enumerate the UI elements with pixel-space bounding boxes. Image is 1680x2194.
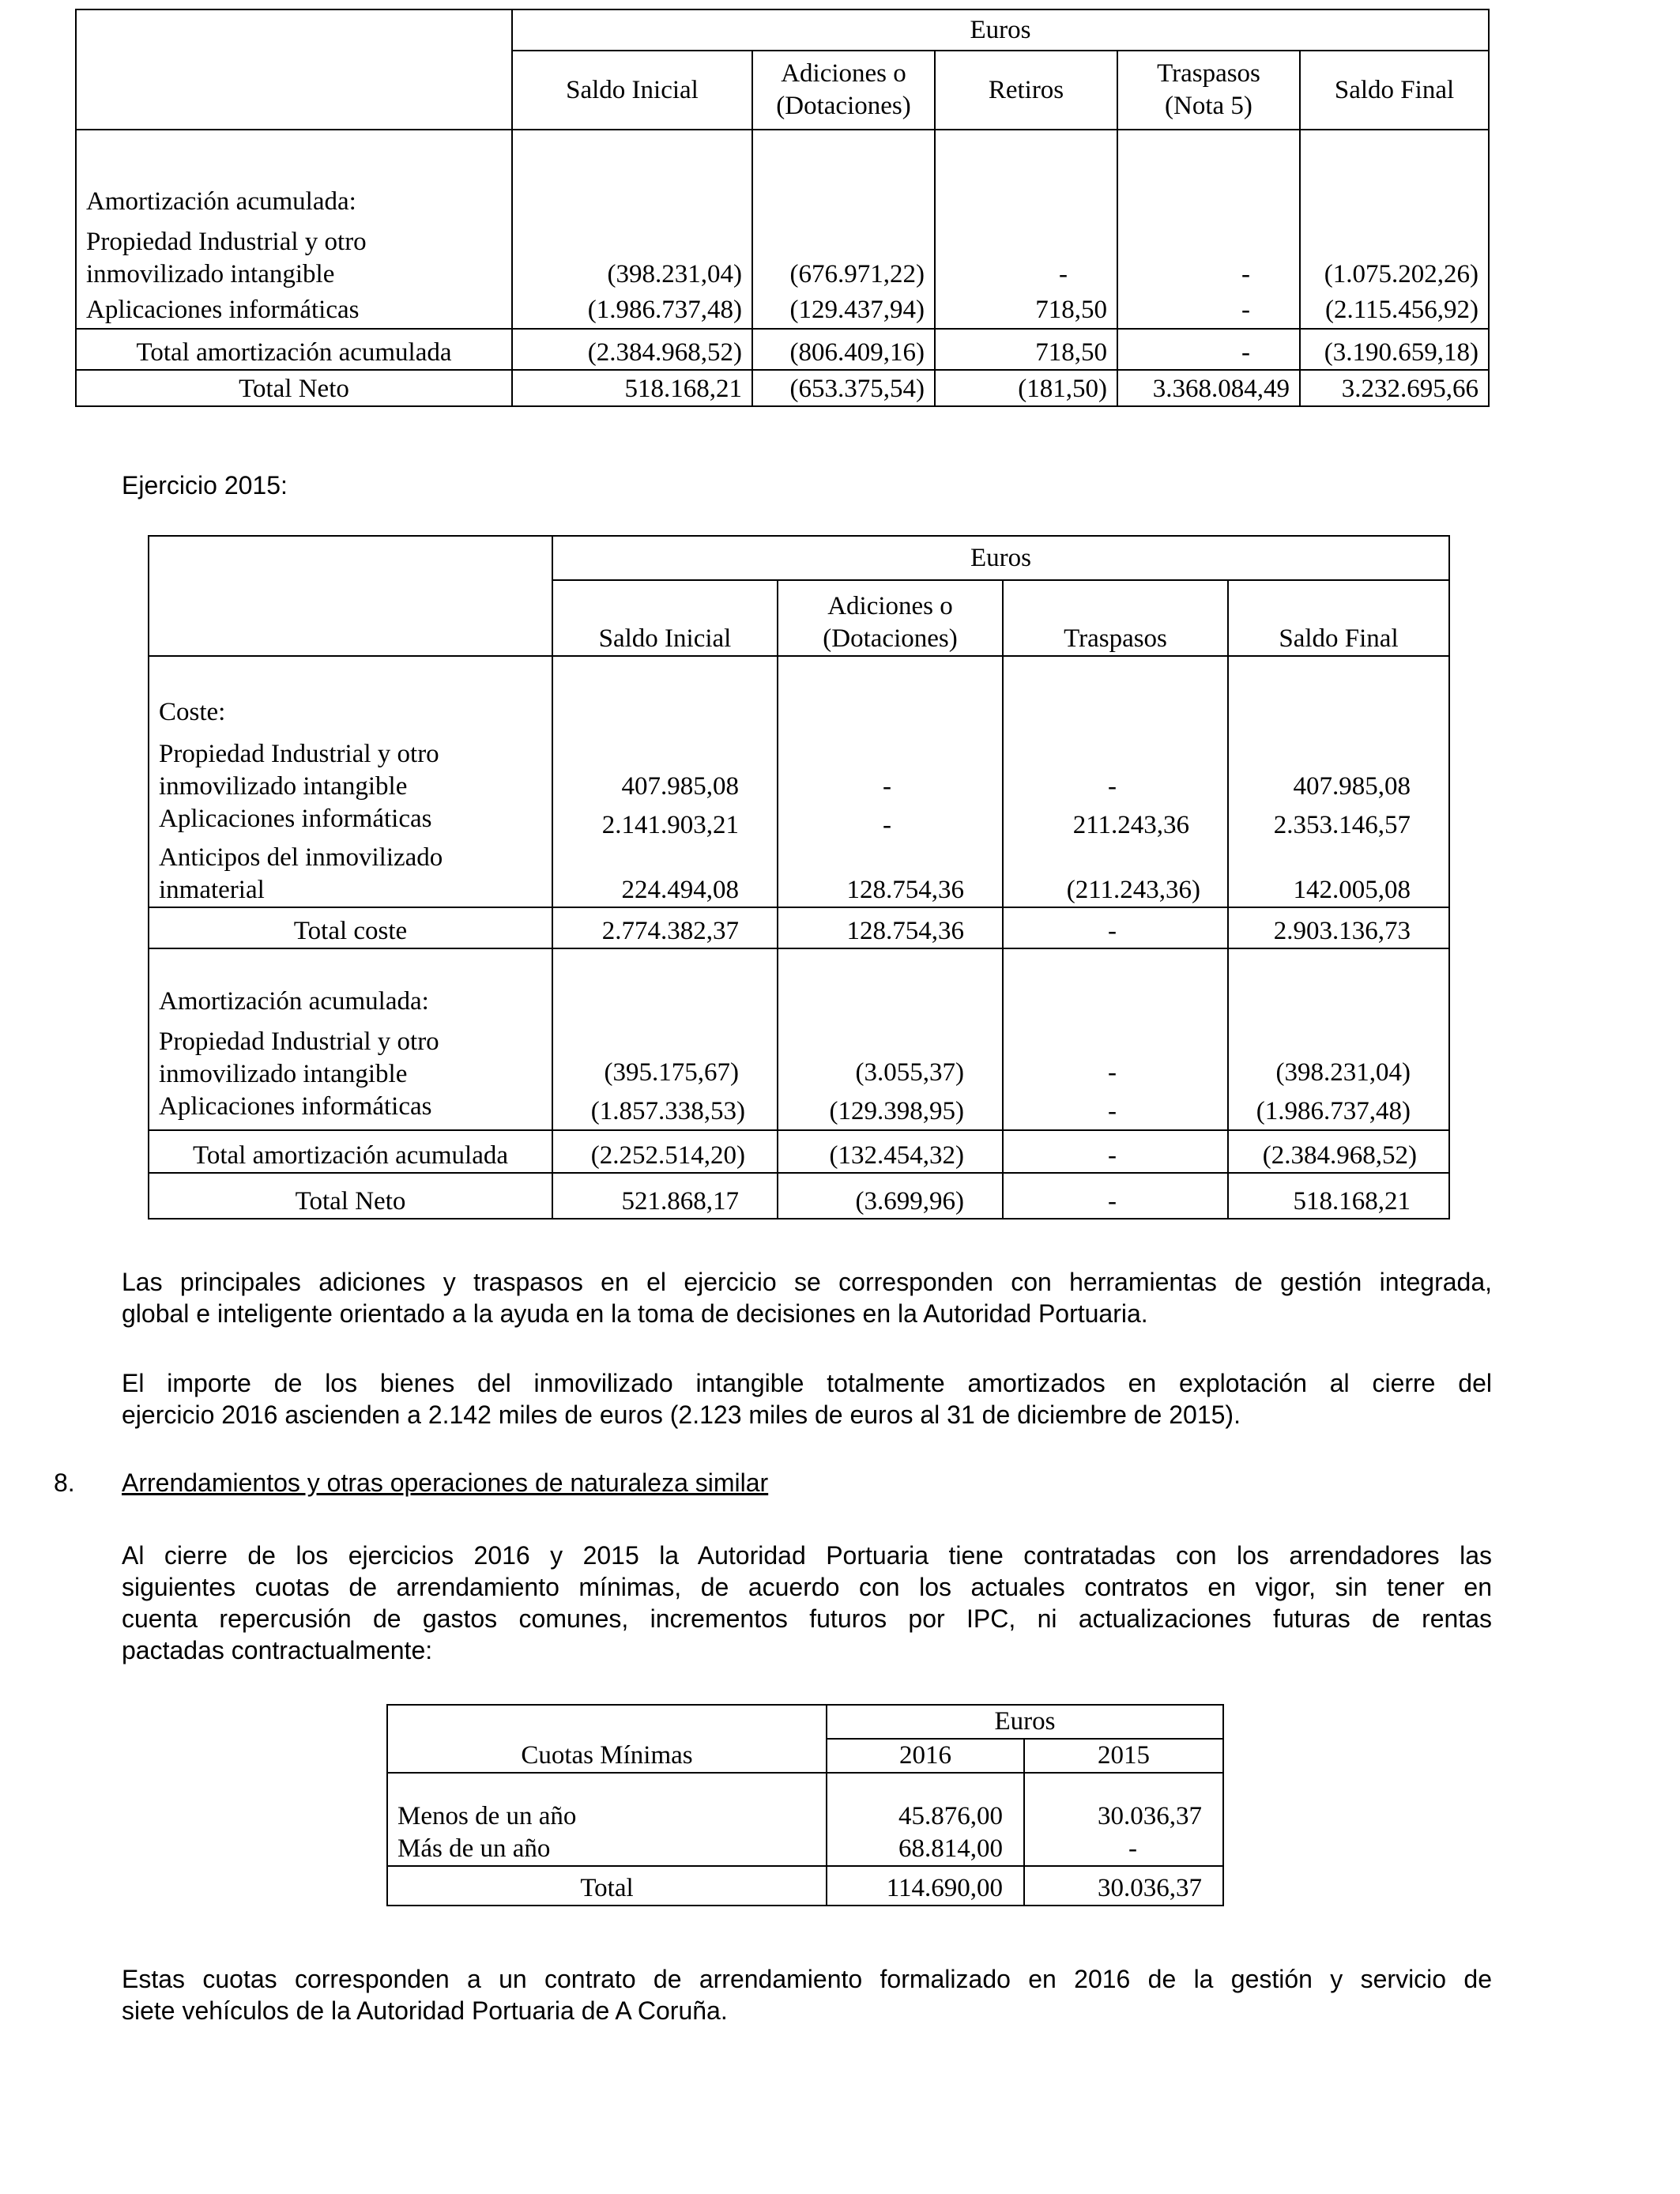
- col3-2016: 2016: [827, 1739, 1024, 1773]
- cuotas-total-label: Total: [387, 1866, 827, 1906]
- total-neto2-label: Total Neto: [149, 1173, 552, 1219]
- col2-traspasos: Traspasos: [1003, 580, 1228, 656]
- values-saldo-final: (1.075.202,26) (2.115.456,92): [1300, 130, 1489, 329]
- amort-adiciones: (3.055,37) (129.398,95): [778, 948, 1003, 1130]
- col-saldo-inicial: Saldo Inicial: [512, 51, 752, 130]
- table-inmovilizado-2015: [148, 535, 1450, 1220]
- amort-saldo-final: (398.231,04) (1.986.737,48): [1228, 948, 1449, 1130]
- total-coste-saldo-final: 2.903.136,73: [1228, 907, 1449, 948]
- paragraph-cierre: Al cierre de los ejercicios 2016 y 2015 la Autoridad Portuaria tiene contratadas con los arrendadores las siguientes cuotas de arrendamiento mínimas, de acuerdo con los actuales contratos en vigor, sin tener en cuenta repercusión de gastos comunes, incrementos futuros por IPC, ni actualizaciones futuras de rentas pactadas contractualmente:: [122, 1541, 1492, 1664]
- total-neto-traspasos: 3.368.084,49: [1117, 370, 1300, 406]
- amort-saldo-inicial: (395.175,67) (1.857.338,53): [552, 948, 778, 1130]
- coste-traspasos: - 211.243,36 (211.243,36): [1003, 656, 1228, 907]
- total-coste-adiciones: 128.754,36: [778, 907, 1003, 948]
- total-amortizacion-label: Total amortización acumulada: [76, 329, 512, 370]
- values-traspasos: - -: [1117, 130, 1300, 329]
- coste-saldo-final: 407.985,08 2.353.146,57 142.005,08: [1228, 656, 1449, 907]
- values-adiciones: (676.971,22) (129.437,94): [752, 130, 935, 329]
- table-header-empty: [76, 9, 512, 130]
- total-neto2-traspasos: -: [1003, 1173, 1228, 1219]
- col-saldo-final: Saldo Final: [1300, 51, 1489, 130]
- cuotas-2016: 45.876,00 68.814,00: [827, 1773, 1024, 1866]
- amort-section-label: Amortización acumulada:: [159, 987, 429, 1016]
- total-neto-saldo-final: 3.232.695,66: [1300, 370, 1489, 406]
- cuotas-2015: 30.036,37 -: [1024, 1773, 1223, 1866]
- col2-saldo-inicial: Saldo Inicial: [552, 580, 778, 656]
- euros-header: Euros: [512, 9, 1489, 51]
- paragraph-importe: El importe de los bienes del inmovilizado intangible totalmente amortizados en explotación al cierre del ejercicio 2016 ascienden a 2.142 miles de euros (2.123 miles de euros al 31 de diciembre de 2015).: [122, 1369, 1492, 1429]
- cuotas-total-2015: 30.036,37: [1024, 1866, 1223, 1906]
- total-amort2-label: Total amortización acumulada: [149, 1130, 552, 1173]
- paragraph-adiciones: Las principales adiciones y traspasos en el ejercicio se corresponden con herramientas de gestión integrada, global e inteligente orientado a la ayuda en la toma de decisiones en la Autoridad Portuaria.: [122, 1268, 1492, 1328]
- total-neto-adiciones: (653.375,54): [752, 370, 935, 406]
- col-retiros: Retiros: [935, 51, 1117, 130]
- row-labels: Amortización acumulada: Propiedad Industrial y otro inmovilizado intangible Aplicaciones informáticas: [76, 130, 512, 329]
- col-traspasos: Traspasos (Nota 5): [1117, 51, 1300, 130]
- total-amort2-traspasos: -: [1003, 1130, 1228, 1173]
- total-neto2-saldo-final: 518.168,21: [1228, 1173, 1449, 1219]
- total-neto-label: Total Neto: [76, 370, 512, 406]
- coste-section-label: Coste:: [159, 698, 226, 726]
- col-adiciones: Adiciones o (Dotaciones): [752, 51, 935, 130]
- col2-adiciones: Adiciones o (Dotaciones): [778, 580, 1003, 656]
- euros-header-3: Euros: [827, 1705, 1223, 1739]
- table-amortizacion-2016: [75, 9, 1490, 407]
- total-amort2-saldo-final: (2.384.968,52): [1228, 1130, 1449, 1173]
- cuotas-labels: Menos de un año Más de un año: [387, 1773, 827, 1866]
- section-title: Arrendamientos y otras operaciones de naturaleza similar: [122, 1468, 769, 1497]
- coste-labels: Coste: Propiedad Industrial y otro inmovilizado intangible Aplicaciones informáticas Anticipos del inmovilizado inmaterial: [149, 656, 552, 907]
- total-neto2-saldo-inicial: 521.868,17: [552, 1173, 778, 1219]
- total-amort-saldo-final: (3.190.659,18): [1300, 329, 1489, 370]
- coste-saldo-inicial: 407.985,08 2.141.903,21 224.494,08: [552, 656, 778, 907]
- amort-labels: Amortización acumulada: Propiedad Industrial y otro inmovilizado intangible Aplicaciones informáticas: [149, 948, 552, 1130]
- values-saldo-inicial: (398.231,04) (1.986.737,48): [512, 130, 752, 329]
- cuotas-minimas-header: Cuotas Mínimas: [387, 1705, 827, 1773]
- euros-header-2: Euros: [552, 536, 1449, 580]
- section-label: Amortización acumulada:: [86, 187, 356, 216]
- cuotas-total-2016: 114.690,00: [827, 1866, 1024, 1906]
- total-neto-retiros: (181,50): [935, 370, 1117, 406]
- total-amort-traspasos: -: [1117, 329, 1300, 370]
- total-amort2-adiciones: (132.454,32): [778, 1130, 1003, 1173]
- total-coste-traspasos: -: [1003, 907, 1228, 948]
- total-amort-adiciones: (806.409,16): [752, 329, 935, 370]
- section-number: 8.: [54, 1468, 75, 1497]
- paragraph-cuotas: Estas cuotas corresponden a un contrato de arrendamiento formalizado en 2016 de la gestión y servicio de siete vehículos de la Autoridad Portuaria de A Coruña.: [122, 1965, 1492, 2025]
- total-amort-saldo-inicial: (2.384.968,52): [512, 329, 752, 370]
- table2-header-empty: [149, 536, 552, 656]
- total-coste-label: Total coste: [149, 907, 552, 948]
- col2-saldo-final: Saldo Final: [1228, 580, 1449, 656]
- values-retiros: - 718,50: [935, 130, 1117, 329]
- total-neto-saldo-inicial: 518.168,21: [512, 370, 752, 406]
- total-neto2-adiciones: (3.699,96): [778, 1173, 1003, 1219]
- amort-traspasos: - -: [1003, 948, 1228, 1130]
- coste-adiciones: - - 128.754,36: [778, 656, 1003, 907]
- table-cuotas-minimas: [386, 1704, 1224, 1906]
- total-coste-saldo-inicial: 2.774.382,37: [552, 907, 778, 948]
- col3-2015: 2015: [1024, 1739, 1223, 1773]
- ejercicio-2015-label: Ejercicio 2015:: [122, 471, 288, 499]
- total-amort2-saldo-inicial: (2.252.514,20): [552, 1130, 778, 1173]
- total-amort-retiros: 718,50: [935, 329, 1117, 370]
